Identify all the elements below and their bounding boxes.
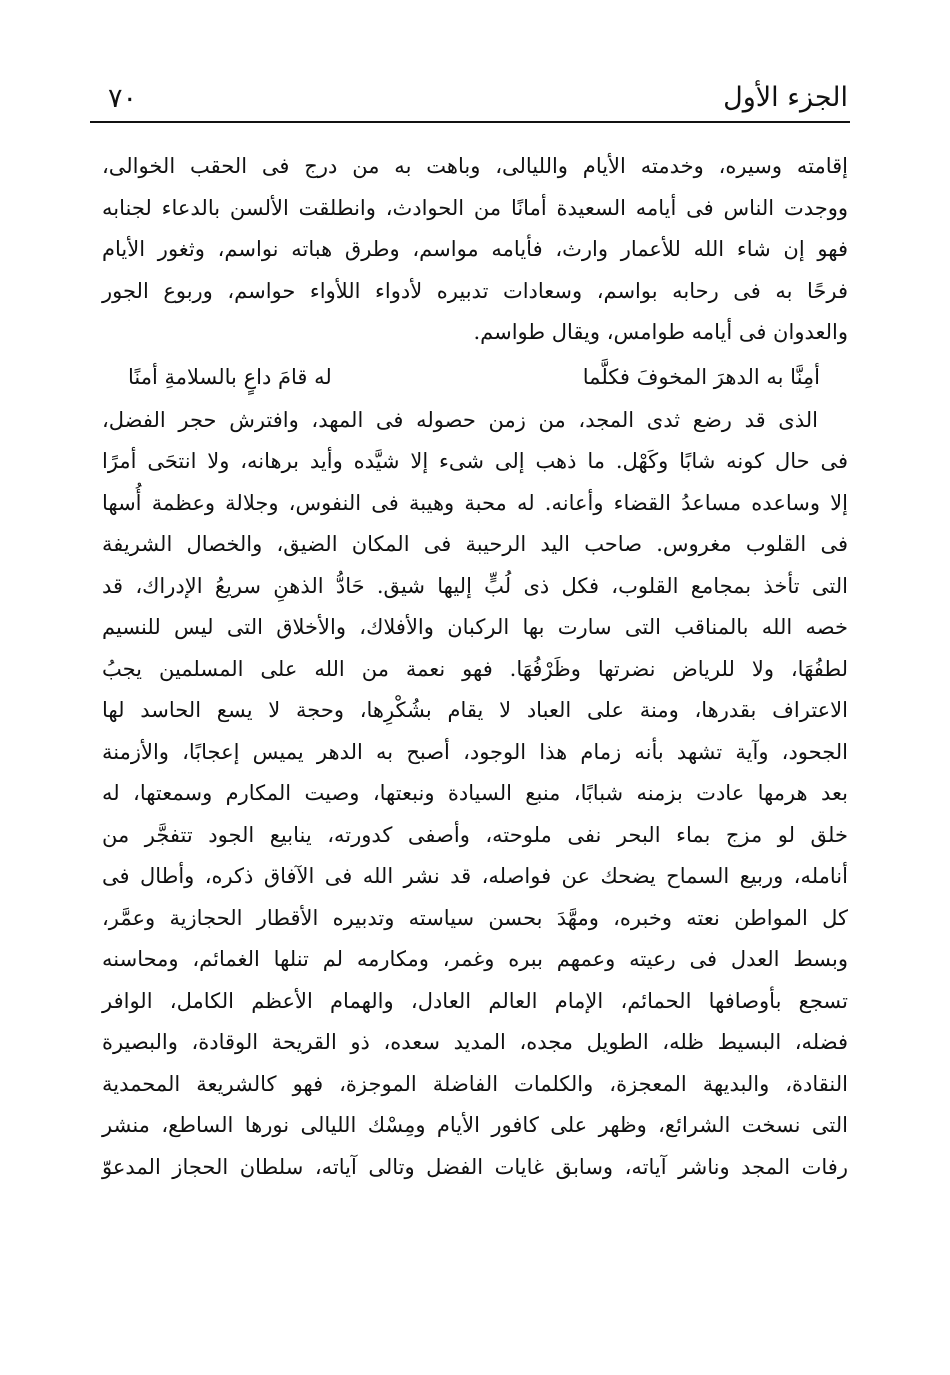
verse-hemistich-first: أمِنَّا به الدهرَ المخوفَ فكلَّما [582, 364, 820, 389]
text-line: الاعتراف بقدرها، ومنة على العباد لا يقام بشُكْرِها، وحجة لا يسع الحاسد لها [102, 698, 848, 722]
text-line: التى تأخذ بمجامع القلوب، فكل ذى لُبٍّ إليها شيق. حَادُّ الذهنِ سريعُ الإدراك، قد [102, 573, 848, 598]
text-line: النقادة، والبديهة المعجزة، والكلمات الفاضلة الموجزة، فهو كالشريعة المحمدية [102, 1071, 848, 1096]
text-line: وبسط العدل فى رعيته وعمهم ببره وغمر، ومكارمه لم تنلها الغمائم، ومحاسنه [102, 947, 848, 971]
verse-hemistich-second: له قامَ داعٍ بالسلامةِ أمنًا [128, 364, 332, 389]
running-title: الجزء الأول [723, 82, 848, 113]
text-line: فى القلوب مغروس. صاحب اليد الرحيبة فى المكان الضيق، والخصال الشريفة [102, 532, 848, 556]
text-line: بعد هرمها عادت بزمنه شبابًا، منبع السيادة ونبعتها، وصيت المكارم وسمعتها، له [102, 781, 848, 805]
poem-verse [102, 354, 848, 400]
text-line: فضله، البسيط ظله، الطويل مجده، المديد سعده، ذو القريحة الوقادة، والبصيرة [102, 1030, 848, 1054]
page-number: ٧٠ [108, 83, 138, 114]
body-text [102, 146, 848, 1188]
header-rule [90, 121, 850, 123]
text-line: أنامله، وربيع السماح يضحك عن فواصله، قد نشر الله فى الآفاق ذكره، وأطال فى [102, 864, 848, 888]
text-line: الجحود، وآية تشهد بأنه زمام هذا الوجود، أصبح به الدهر يميس إعجابًا، والأزمنة [102, 739, 848, 764]
text-line: والعدوان فى أيامه طوامس، ويقال طواسم. [473, 320, 848, 344]
text-line: لطفُهَا، ولا للرياض نضرتها وظَرْفُهَا. فهو نعمة من الله على المسلمين يجبُ [102, 656, 848, 681]
text-line: إلا وساعده مساعدُ القضاء وأعانه. له محبة وهيبة فى النفوس، وجلالة وعظمة أُسها [102, 490, 848, 515]
text-line: فى حال كونه شابًا وكَهْل. ما ذهب إلى شىء إلا شيَّده وأيد برهانه، ولا انتحَى أمرًا [102, 449, 848, 473]
text-line: فرحًا به فى رحابه بواسم، وسعادات تدبيره لأدواء اللأواء حواسم، وربوع الجور [102, 278, 848, 303]
text-line: إقامته وسيره، وخدمته الأيام والليالى، وباهت به من درج فى الحقب الخوالى، [102, 154, 848, 178]
text-line: التى نسخت الشرائع، وظهر على كافور الأيام ومِسْك الليالى نورها الساطع، منشر [102, 1113, 848, 1137]
text-line: خصه الله بالمناقب التى سارت بها الركبان والأفلاك، والأخلاق التى ليس للنسيم [102, 615, 848, 639]
text-line: الذى قد رضع ثدى المجد، من زمن حصوله فى المهد، وافترش حجر الفضل، [102, 407, 818, 432]
text-line: كل المواطن نعته وخبره، ومهَّدَ بحسن سياسته وتدبيره الأقطار الحجازية وعمَّر، [102, 905, 848, 930]
text-line: فهو إن شاء الله للأعمار وارث، فأيامه مواسم، وطرق هباته نواسم، وثغور الأيام [102, 237, 848, 261]
page-header [108, 78, 848, 118]
text-line: خلق لو مزج بماء البحر نفى ملوحته، وأصفى كدورته، ينابيع الجود تتفجَّر من [102, 822, 848, 847]
text-line: رفات المجد وناشر آياته، وسابق غايات الفضل وتالى آياته، سلطان الحجاز المدعوّ [102, 1154, 848, 1179]
text-line: ووجدت الناس فى أيامه السعيدة أمانًا من الحوادث، وانطلقت الألسن بالدعاء لجنابه [102, 195, 848, 220]
text-line: تسجع بأوصافها الحمائم، الإمام العالم العادل، والهمام الأعظم الكامل، الوافر [102, 988, 848, 1013]
